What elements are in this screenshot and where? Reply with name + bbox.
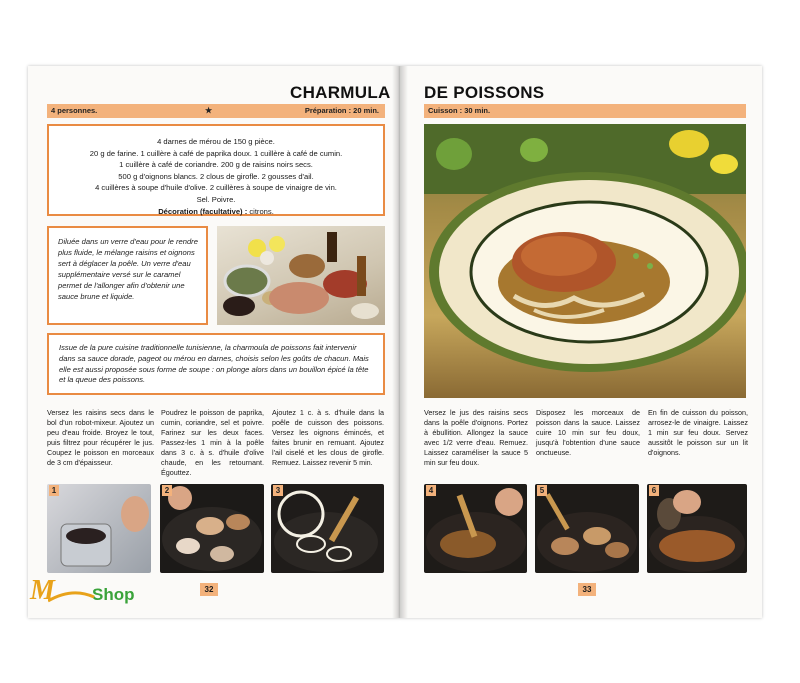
decoration-value: citrons. <box>247 206 274 216</box>
ingredient-line: 1 cuillère à café de coriandre. 200 g de raisins noirs secs. <box>119 160 313 170</box>
tip-box <box>47 226 208 325</box>
step-2-text: Poudrez le poisson de paprika, cumin, coriandre, sel et poivre. Farinez sur les deux faces. Passez-les 1 min à la poêle dans 3 c. à s. d'huile d'olive chaude, en les retournant. Égouttez. <box>161 408 264 477</box>
step-6-number: 6 <box>649 485 659 496</box>
tip-text: Diluée dans un verre d'eau pour le rendre plus fluide, le mélange raisins et oignons sert à déglacer la poêle. Un verre d'eau supplémentaire versé sur le caramel permet de l'allonger afin d'obtenir une sauce brune et liquide. <box>58 237 198 301</box>
right-page-title: DE POISSONS <box>424 83 545 102</box>
ingredients-illustration <box>217 226 385 325</box>
pan-fish-sauce-illustration <box>535 484 639 573</box>
ingredients-list <box>49 126 383 217</box>
ingredients-box <box>47 124 385 216</box>
step-1-text: Versez les raisins secs dans le bol d'un robot-mixeur. Ajoutez un peu d'eau froide. Broyez le tout, puis filtrez pour récupérer le jus. Coupez le poisson en morceaux de 3 cm d'épaisseur. <box>47 408 154 467</box>
ingredients-photo <box>217 226 385 325</box>
logo-mark: M <box>30 575 55 606</box>
ingredient-line: 20 g de farine. 1 cuillère à café de paprika doux. 1 cuillère à café de cumin. <box>89 148 343 158</box>
cooking-bar <box>424 104 746 118</box>
intro-box <box>47 333 385 395</box>
decoration-label: Décoration (facultative) : <box>158 206 248 216</box>
step-6-text: En fin de cuisson du poisson, arrosez-le de vinaigre. Laissez 1 min sur feu doux. Servez aussitôt le poisson sur un lit d'oignons. <box>648 408 748 457</box>
step-6-photo <box>647 484 747 573</box>
step-2-number: 2 <box>162 485 172 496</box>
step-4-photo <box>424 484 527 573</box>
decoration-line <box>49 206 383 218</box>
servings-text: 4 personnes. <box>51 106 98 115</box>
shop-logo <box>28 575 163 609</box>
logo-swoosh-icon <box>48 589 96 605</box>
pan-sauce-illustration <box>424 484 527 573</box>
book-gutter <box>392 66 408 618</box>
step-1-number: 1 <box>49 485 59 496</box>
blender-illustration <box>47 484 151 573</box>
pan-onions-illustration <box>271 484 384 573</box>
step-1-photo <box>47 484 151 573</box>
step-5-text: Disposez les morceaux de poisson dans la sauce. Laissez cuire 10 min sur feu doux, jusqu'à l'obtention d'une sauce onctueuse. <box>536 408 640 457</box>
ingredient-line: 4 darnes de mérou de 150 g pièce. <box>157 137 275 146</box>
pan-vinegar-illustration <box>647 484 747 573</box>
step-3-photo <box>271 484 384 573</box>
step-3-text: Ajoutez 1 c. à s. d'huile dans la poêle de cuisson des poissons. Versez les oignons émincés, et faites brunir en remuant. Ajoutez l'ail ciselé et les clous de girofle. Remuez. Laissez revenir 5 min. <box>272 408 384 467</box>
page-number-left: 32 <box>200 583 218 596</box>
cooking-time: Cuisson : 30 min. <box>428 106 491 115</box>
step-5-number: 5 <box>537 485 547 496</box>
dish-photo <box>424 124 746 398</box>
step-3-number: 3 <box>273 485 283 496</box>
ingredient-line: 4 cuillères à soupe d'huile d'olive. 2 cuillères à soupe de vinaigre de vin. <box>95 183 337 193</box>
preparation-time: Préparation : 20 min. <box>304 106 379 115</box>
step-2-photo <box>160 484 264 573</box>
step-4-number: 4 <box>426 485 436 496</box>
intro-text: Issue de la pure cuisine traditionnelle tunisienne, la charmoula de poissons fait intervenir dans sa sauce dorade, pageot ou mérou en darnes, choisis selon les goûts de chacun. Mais elle est aussi proposée sous forme de soupe : on plonge alors dans un bouillon épicé la tête et la queue des poissons. <box>59 343 369 385</box>
page-number-right: 33 <box>578 583 596 596</box>
step-4-text: Versez le jus des raisins secs dans la poêle d'oignons. Portez à ébullition. Allongez la sauce avec 1/2 verre d'eau. Remuez. Laissez caraméliser la sauce 5 min sur feu doux. <box>424 408 528 467</box>
logo-text: Shop <box>92 585 135 604</box>
dish-illustration <box>424 124 746 398</box>
ingredient-line: 500 g d'oignons blancs. 2 clous de girofle. 2 gousses d'ail. <box>118 171 314 181</box>
info-bar <box>47 104 385 118</box>
pan-fish-illustration <box>160 484 264 573</box>
step-5-photo <box>535 484 639 573</box>
left-page-title: CHARMULA <box>290 83 391 102</box>
ingredient-line: Sel. Poivre. <box>196 194 236 204</box>
difficulty-star-icon: ★ <box>205 106 213 115</box>
